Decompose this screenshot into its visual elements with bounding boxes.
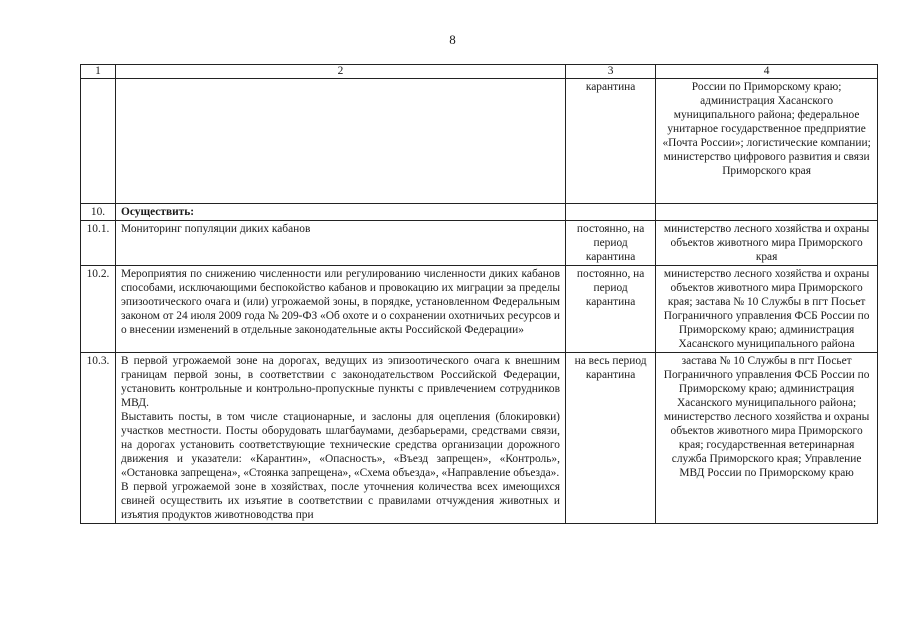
header-col-1: 1 xyxy=(81,65,116,79)
measure-paragraph: В первой угрожаемой зоне на дорогах, ведущих из эпизоотического очага к внешним границам первой зоны, в соответствии с законодательством Российской Федерации, установить контрольные и контрольно-пропускные пункты с привлечением сотрудников МВД. xyxy=(121,355,560,409)
measure-paragraph: В первой угрожаемой зоне в хозяйствах, после уточнения количества всех имеющихся свиней осуществить их изъятие в соответствии с правилами отчуждения животных и изъятия продуктов животноводства при xyxy=(121,481,560,521)
measure-text xyxy=(116,79,566,204)
table-row xyxy=(81,204,878,221)
section-heading: Осуществить: xyxy=(116,204,566,221)
row-number: 10. xyxy=(81,204,116,221)
header-col-2: 2 xyxy=(116,65,566,79)
row-number xyxy=(81,79,116,204)
responsible-cell: министерство лесного хозяйства и охраны объектов животного мира Приморского края xyxy=(656,221,878,266)
responsible-cell: России по Приморскому краю; администрация Хасанского муниципального района; федеральное унитарное государственное предприятие «Почта России»; логистические компании; министерство цифрового развития и связи Приморского края xyxy=(656,79,878,204)
term-cell: карантина xyxy=(565,79,655,204)
term-cell: постоянно, на период карантина xyxy=(565,221,655,266)
table-row xyxy=(81,266,878,353)
responsible-cell: застава № 10 Службы в пгт Посьет Пограничного управления ФСБ России по Приморскому краю; администрация Хасанского муниципального района; министерство лесного хозяйства и охраны объектов животного мира Приморского края; государственная ветеринарная служба Приморского края; Управление МВД России по Приморскому краю xyxy=(656,353,878,524)
row-number: 10.2. xyxy=(81,266,116,353)
table-row xyxy=(81,79,878,204)
table-row xyxy=(81,353,878,524)
header-col-3: 3 xyxy=(565,65,655,79)
page-number: 8 xyxy=(449,32,456,47)
measure-text: Мониторинг популяции диких кабанов xyxy=(116,221,566,266)
term-cell: постоянно, на период карантина xyxy=(565,266,655,353)
term-cell: на весь период карантина xyxy=(565,353,655,524)
row-number: 10.3. xyxy=(81,353,116,524)
measures-table xyxy=(80,64,878,524)
term-cell xyxy=(565,204,655,221)
measure-text: Мероприятия по снижению численности или регулированию численности диких кабанов способами, исключающими беспокойство кабанов и провокацию их миграции за пределы эпизоотического очага и (или) угрожаемой зоны, в порядке, установленном Федеральным законом от 24 июля 2009 года № 209-ФЗ «Об охоте и о сохранении охотничьих ресурсов и о внесении изменений в отдельные законодательные акты Российской Федерации» xyxy=(116,266,566,353)
measure-text xyxy=(116,353,566,524)
responsible-cell: министерство лесного хозяйства и охраны объектов животного мира Приморского края; застава № 10 Службы в пгт Посьет Пограничного управления ФСБ России по Приморскому краю; администрация Хасанского муниципального района xyxy=(656,266,878,353)
responsible-cell xyxy=(656,204,878,221)
row-number: 10.1. xyxy=(81,221,116,266)
table-header-row xyxy=(81,65,878,79)
measure-paragraph: Выставить посты, в том числе стационарные, и заслоны для оцепления (блокировки) участков местности. Посты оборудовать шлагбаумами, дезбарьерами, средствами связи, на дорогах установить соответствующие технические средства организации дорожного движения и указатели: «Карантин», «Опасность», «Въезд запрещен», «Контроль», «Остановка запрещена», «Стоянка запрещена», «Схема объезда», «Направление объезда». xyxy=(121,411,560,479)
table-row xyxy=(81,221,878,266)
header-col-4: 4 xyxy=(656,65,878,79)
